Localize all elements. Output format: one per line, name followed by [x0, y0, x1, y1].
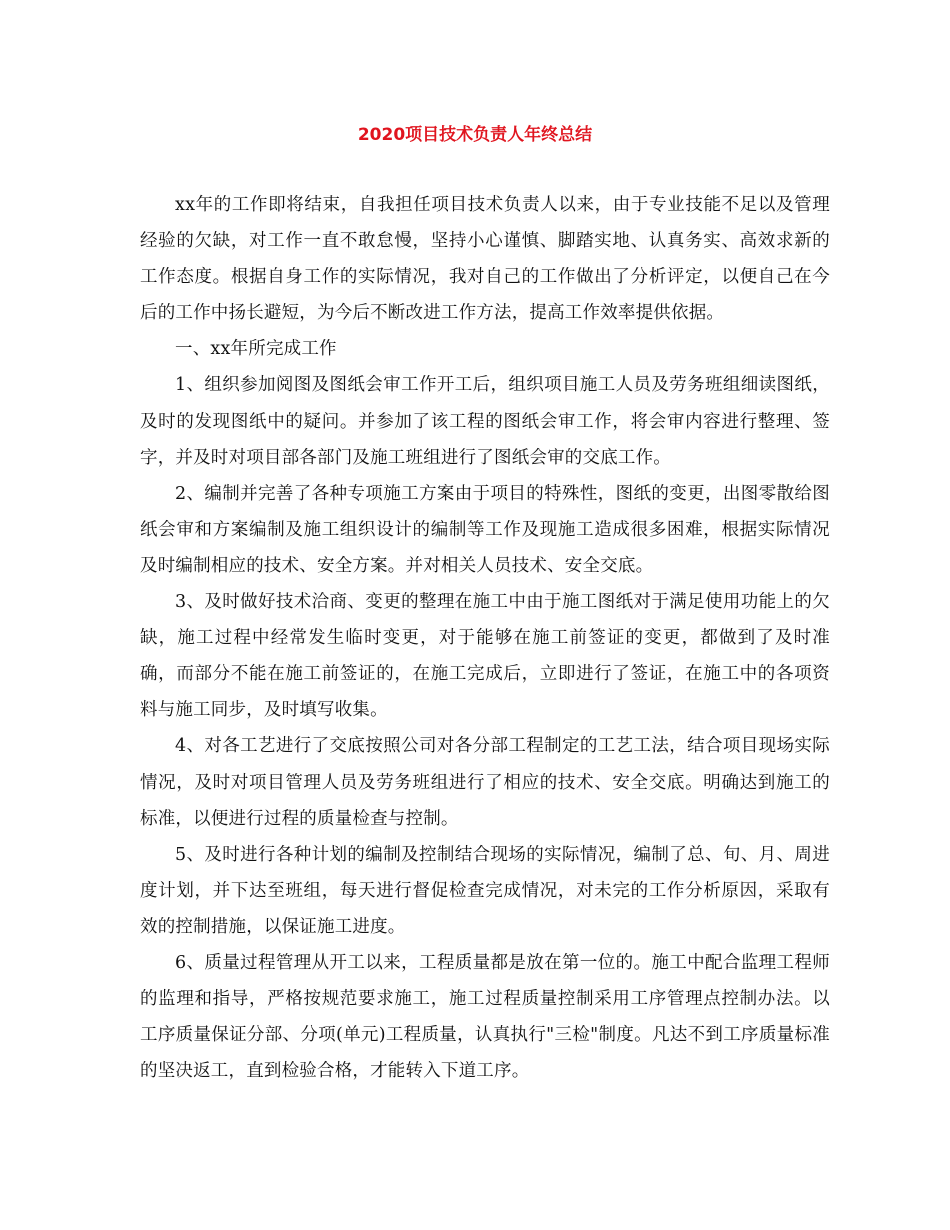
item-paragraph-4: 4、对各工艺进行了交底按照公司对各分部工程制定的工艺工法，结合项目现场实际情况，及时对项目管理人员及劳务班组进行了相应的技术、安全交底。明确达到施工的标准，以便进行过程的质量检查与控制。	[140, 736, 830, 829]
item-paragraph-2: 2、编制并完善了各种专项施工方案由于项目的特殊性，图纸的变更，出图零散给图纸会审和方案编制及施工组织设计的编制等工作及现施工造成很多困难，根据实际情况及时编制相应的技术、安全方案。并对相关人员技术、安全交底。	[140, 483, 830, 576]
item-paragraph-1: 1、组织参加阅图及图纸会审工作开工后，组织项目施工人员及劳务班组细读图纸，及时的发现图纸中的疑问。并参加了该工程的图纸会审工作，将会审内容进行整理、签字，并及时对项目部各部门及施工班组进行了图纸会审的交底工作。	[140, 375, 830, 468]
item-paragraph-3: 3、及时做好技术洽商、变更的整理在施工中由于施工图纸对于满足使用功能上的欠缺，施工过程中经常发生临时变更，对于能够在施工前签证的变更，都做到了及时准确，而部分不能在施工前签证的，在施工完成后，立即进行了签证，在施工中的各项资料与施工同步，及时填写收集。	[140, 592, 830, 721]
document-body	[140, 187, 830, 1089]
item-paragraph-6: 6、质量过程管理从开工以来，工程质量都是放在第一位的。施工中配合监理工程师的监理和指导，严格按规范要求施工，施工过程质量控制采用工序管理点控制办法。以工序质量保证分部、分项(单元)工程质量，认真执行"三检"制度。凡达不到工序质量标准的坚决返工，直到检验合格，才能转入下道工序。	[140, 952, 830, 1082]
section-heading: 一、xx年所完成工作	[175, 339, 337, 360]
item-paragraph-5: 5、及时进行各种计划的编制及控制结合现场的实际情况，编制了总、旬、月、周进度计划，并下达至班组，每天进行督促检查完成情况，对未完的工作分析原因，采取有效的控制措施，以保证施工进度。	[140, 844, 830, 937]
intro-paragraph: xx年的工作即将结束，自我担任项目技术负责人以来，由于专业技能不足以及管理经验的欠缺，对工作一直不敢怠慢，坚持小心谨慎、脚踏实地、认真务实、高效求新的工作态度。根据自身工作的实际情况，我对自己的工作做出了分析评定，以便自己在今后的工作中扬长避短，为今后不断改进工作方法，提高工作效率提供依据。	[140, 195, 830, 324]
document-title: 2020项目技术负责人年终总结	[357, 125, 593, 145]
